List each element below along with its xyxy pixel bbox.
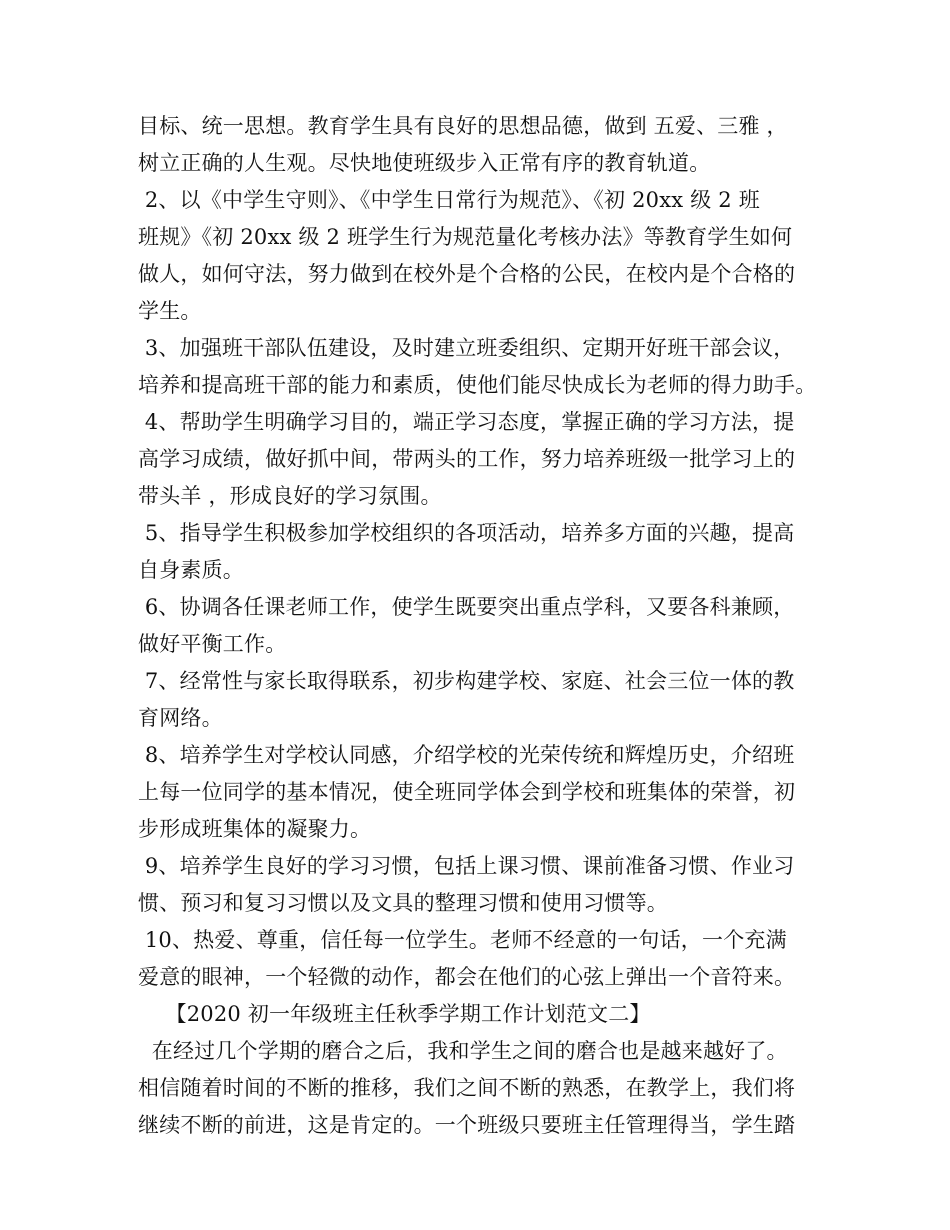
text-line: 学生。 <box>138 299 202 323</box>
text-line: 继续不断的前进，这是肯定的。一个班级只要班主任管理得当，学生踏 <box>138 1113 796 1137</box>
text-line: 2、以《中学生守则》、《中学生日常行为规范》、《初 20xx 级 2 班 <box>138 188 760 212</box>
text-line: 自身素质。 <box>138 558 244 582</box>
text-line: 做好平衡工作。 <box>138 632 287 656</box>
text-line: 带头羊 ，形成良好的学习氛围。 <box>138 484 442 508</box>
text-line: 6、协调各任课老师工作，使学生既要突出重点学科，又要各科兼顾， <box>138 595 795 619</box>
text-line: 5、指导学生积极参加学校组织的各项活动，培养多方面的兴趣，提高 <box>138 521 795 545</box>
text-line: 育网络。 <box>138 706 223 730</box>
text-line: 10、热爱、尊重，信任每一位学生。老师不经意的一句话，一个充满 <box>138 928 787 952</box>
text-line: 7、经常性与家长取得联系，初步构建学校、家庭、社会三位一体的教 <box>138 669 795 693</box>
text-line: 8、培养学生对学校认同感，介绍学校的光荣传统和辉煌历史，介绍班 <box>138 743 795 767</box>
text-line: 高学习成绩，做好抓中间，带两头的工作，努力培养班级一批学习上的 <box>138 447 796 471</box>
text-line: 4、帮助学生明确学习目的，端正学习态度，掌握正确的学习方法，提 <box>138 410 795 434</box>
text-line: 相信随着时间的不断的推移，我们之间不断的熟悉，在教学上，我们将 <box>138 1076 796 1100</box>
text-line: 爱意的眼神，一个轻微的动作，都会在他们的心弦上弹出一个音符来。 <box>138 965 796 989</box>
text-line: 上每一位同学的基本情况，使全班同学体会到学校和班集体的荣誉，初 <box>138 780 796 804</box>
section-heading: 【2020 初一年级班主任秋季学期工作计划范文二】 <box>138 1002 651 1026</box>
text-line: 培养和提高班干部的能力和素质，使他们能尽快成长为老师的得力助手。 <box>138 373 817 397</box>
text-line: 做人，如何守法，努力做到在校外是个合格的公民，在校内是个合格的 <box>138 262 796 286</box>
text-line: 树立正确的人生观。尽快地使班级步入正常有序的教育轨道。 <box>138 151 711 175</box>
document-body <box>138 108 828 1144</box>
text-line: 班规》《初 20xx 级 2 班学生行为规范量化考核办法》等教育学生如何 <box>138 225 793 249</box>
text-line: 9、培养学生良好的学习习惯，包括上课习惯、课前准备习惯、作业习 <box>138 854 795 878</box>
text-line: 3、加强班干部队伍建设，及时建立班委组织、定期开好班干部会议， <box>138 336 795 360</box>
text-line: 步形成班集体的凝聚力。 <box>138 817 372 841</box>
text-line: 惯、预习和复习习惯以及文具的整理习惯和使用习惯等。 <box>138 891 668 915</box>
text-line: 目标、统一思想。教育学生具有良好的思想品德，做到 五爱、三雅 ， <box>138 114 788 138</box>
text-line: 在经过几个学期的磨合之后，我和学生之间的磨合也是越来越好了。 <box>138 1039 788 1063</box>
